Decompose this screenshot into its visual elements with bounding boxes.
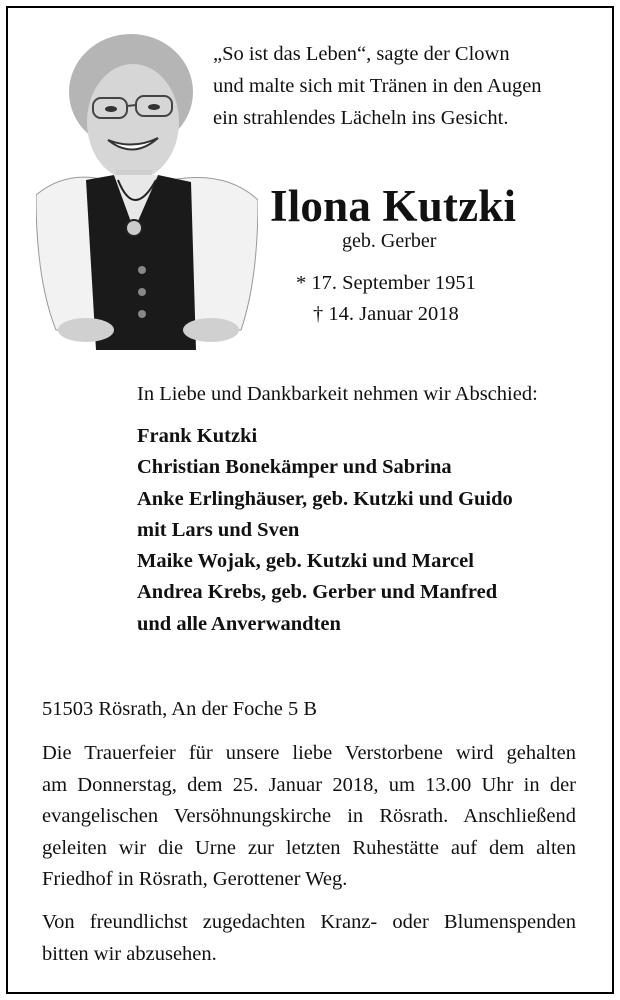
mourner-line: Anke Erlinghäuser, geb. Kutzki und Guido (137, 487, 513, 510)
text-line: evangelischen Versöhnungskirche in Rösrath. Anschließend (42, 805, 576, 827)
mourner-line: Frank Kutzki (137, 425, 258, 447)
quote-line: und malte sich mit Tränen in den Augen (213, 75, 542, 97)
mourner-line: Christian Bonekämper und Sabrina (137, 456, 452, 479)
mourner-line: Andrea Krebs, geb. Gerber und Manfred (137, 581, 498, 604)
text-line: geleiten wir die Urne zur letzten Ruhestätte auf dem alten (42, 836, 576, 859)
text-line: Friedhof in Rösrath, Gerottener Weg. (42, 868, 348, 890)
death-date: † 14. Januar 2018 (313, 303, 459, 325)
deceased-name: Ilona Kutzki (270, 181, 517, 231)
text-line: am Donnerstag, dem 25. Januar 2018, um 13.00 Uhr in der (42, 773, 576, 796)
birth-date: * 17. September 1951 (296, 272, 476, 294)
text-line: Die Trauerfeier für unsere liebe Verstorbene wird gehalten (42, 742, 576, 764)
text-line: Von freundlichst zugedachten Kranz- oder Blumenspenden (42, 911, 576, 933)
quote-line: „So ist das Leben“, sagte der Clown (213, 43, 510, 65)
memorial-quote (213, 38, 603, 134)
mourner-line: Maike Wojak, geb. Kutzki und Marcel (137, 550, 474, 573)
flowers-request (42, 907, 576, 970)
mourner-line: und alle Anverwandten (137, 612, 341, 635)
funeral-announcement (42, 738, 576, 896)
mourner-line: mit Lars und Sven (137, 518, 300, 541)
farewell-intro: In Liebe und Dankbarkeit nehmen wir Abschied: (137, 383, 538, 405)
mourners-list (137, 421, 513, 640)
quote-line: ein strahlendes Lächeln ins Gesicht. (213, 107, 509, 129)
text-line: bitten wir abzusehen. (42, 942, 217, 965)
maiden-name: geb. Gerber (342, 230, 437, 252)
family-address: 51503 Rösrath, An der Foche 5 B (42, 698, 318, 720)
